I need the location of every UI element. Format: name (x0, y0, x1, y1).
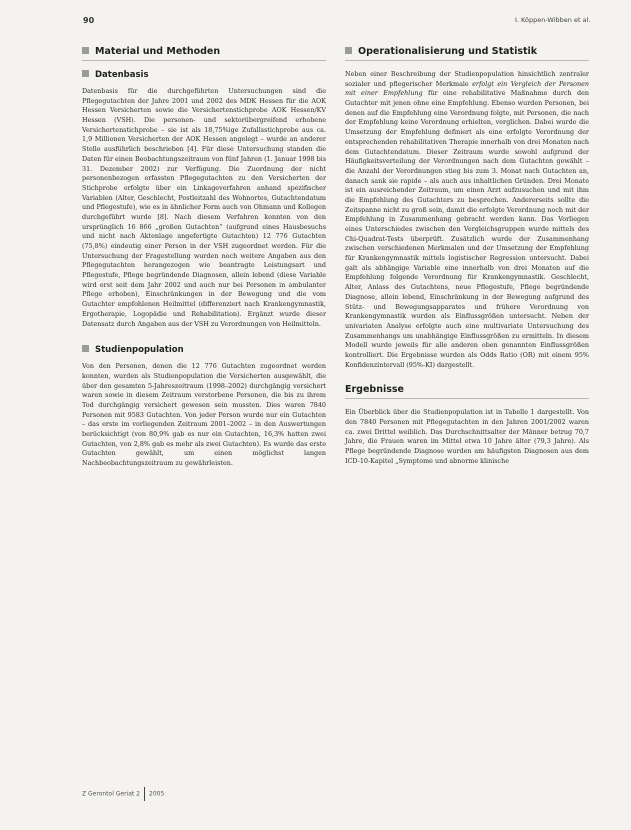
page-number: 90 (83, 16, 95, 25)
section-title: Operationalisierung und Statistik (358, 46, 538, 57)
section-heading-ergebnisse (345, 384, 589, 399)
section-marker-icon (345, 47, 352, 54)
paragraph: Von den Personen, denen die 12 776 Gutachten zugeordnet werden konnten, wurden als Studienpopulation die Versicherten ausgewählt, die über den gesamten 5-Jahreszeitraum (1998–2002) durchgängig versichert waren sowie in diesem Zeitraum verstorbene Personen, die bis zu ihrem Tod durchgängig versichert gewesen sein mussten. Dies waren 7840 Personen mit 9583 Gutachten. Von jeder Person wurde nur ein Gutachten – das erste im vorliegenden Zeitraum 2001–2002 – in den Auswertungen berücksichtigt (von 80,9% gab es nur ein Gutachten, 16,3% hatten zwei Gutachten, von 2,8% gab es mehr als zwei Gutachten). Es wurde das erste Gutachten gewählt, um einen möglichst langen Nachbeobachtungszeitraum zu gewährleisten. (82, 362, 326, 468)
section-title: Material und Methoden (95, 46, 221, 57)
paragraph (345, 70, 589, 370)
subsection-marker-icon (82, 70, 89, 77)
section-title: Ergebnisse (345, 384, 404, 396)
section-marker-icon (82, 47, 89, 54)
ergebnisse-body (345, 408, 589, 466)
subheading-datenbasis (82, 70, 326, 80)
datenbasis-body (82, 87, 326, 329)
studienpopulation-body (82, 362, 326, 469)
paragraph: Datenbasis für die durchgeführten Untersuchungen sind die Pflegegutachten der Jahre 2001 und 2002 des MDK Hessen für die AOK Hessen Versicherten sowie die Versichertenstichprobe AOK Hessen/KV Hessen (VSH). Die personen- und sektorübergreifend erhobene Versichertenstichprobe – sie ist als 18,75%ige Zufallsstichprobe aus ca. 1,9 Millionen Versicherten der AOK Hessen angelegt – wurde an anderer Stelle ausführlich beschrieben [4]. Für diese Untersuchung standen die Daten für einen Beobachtungszeitraum von fünf Jahren (1. Januar 1998 bis 31. Dezember 2002) zur Verfügung. Die Zuordnung der nicht personenbezogen erfassten Pflegegutachten zu den Versicherten der Stichprobe erfolgte über ein Linkageverfahren anhand spezifischer Variablen (Alter, Geschlecht, Postleitzahl des Wohnortes, Gutachtendatum und Pflegestufe), wie es in ähnlicher Form auch von Ohmann und Kollegen durchgeführt wurde [8]. Nach diesem Verfahren konnten von den ursprünglich 16 866 „großen Gutachten“ (aufgrund eines Hausbesuchs und nicht nach Aktenlage angefertigte Gutachten) 12 776 Gutachten (75,8%) eindeutig einer Person in der VSH zugeordnet werden. Für die Untersuchung der Fragestellung wurden noch weitere Angaben aus den Pflegegutachten herangezogen wie beantragte Leistungsart und Pflegestufe, Pflege begründende Diagnosen, allein lebend (diese Variable wird erst seit dem Jahr 2002 und auch nur bei Personen in ambulanter Pflege erhoben), Einschränkungen in der Bewegung und die vom Gutachter empfohlenen Heilmittel (differenziert nach Krankengymnastik, Ergotherapie, Logopädie und Rehabilitation). Ergänzt wurde dieser Datensatz durch Angaben aus der VSH zu Verordnungen von Heilmitteln. (82, 87, 326, 328)
statistik-body (345, 70, 589, 370)
text-run: Neben einer Beschreibung der Studienpopulation hinsichtlich zentraler sozialer und pflegerischer Merkmale (345, 70, 589, 88)
journal-year: 2005 (149, 790, 165, 798)
section-heading-statistik (345, 46, 589, 61)
subheading-studienpopulation (82, 345, 326, 355)
text-run: für eine rehabilitative Maßnahme durch den Gutachter mit jenen ohne eine Empfehlung. Ebenso wurden Personen, bei denen auf die Empfehlung eine Verordnung folgte, mit Personen, die nach der Empfehlung keine Verordnung erhielten, verglichen. Dabei wurde die Umsetzung der Empfehlung definiert als eine erfolgte Verordnung der entsprechenden rehabilitativen Therapie innerhalb von drei Monaten nach dem Gutachtendatum. Dieser Zeitraum wurde sowohl aufgrund der Häufigkeitsverteilung der Verordnungen nach dem Gutachten gewählt – die Anzahl der Verordnungen stieg bis zum 3. Monat nach Gutachten an, danach sank sie rapide – als auch aus inhaltlichen Gründen. Drei Monate ist ein ausreichender Zeitraum, um einen Arzt aufzusuchen und mit ihm die Empfehlung des Gutachters zu besprechen. Andererseits sollte die Zeitspanne nicht zu groß sein, damit die erfolgte Verordnung noch mit der Empfehlung in Zusammenhang gebracht werden kann. Das Vorliegen eines Unterschiedes zwischen den Vergleichsgruppen wurde mittels des Chi-Quadrat-Tests überprüft. Zusätzlich wurde der Zusammenhang zwischen verschiedenen Merkmalen und der Umsetzung der Empfehlung für Krankengymnastik mittels logistischer Regression untersucht. Dabei galt als abhängige Variable eine innerhalb von drei Monaten auf die Empfehlung folgende Verordnung für Krankengymnastik. Geschlecht, Alter, Anlass des Gutachtens, neue Pflegestufe, Pflege begründende Diagnose, allein lebend, Einschränkung in der Bewegung aufgrund des Stütz- und Bewegungsapparates und frühere Verordnung von Krankengymnastik wurden als Einflussgrößen untersucht. Neben der univariaten Analyse erfolgte auch eine multivariate Untersuchung des Zusammenhangs um unabhängige Einflussgrößen zu ermitteln. In diesem Modell wurde jeweils für alle anderen oben genannten Einflussgrößen kontrolliert. Die Ergebnisse wurden als Odds Ratio (OR) mit einem 95% Konfidenzintervall (95%-KI) dargestellt. (345, 89, 589, 369)
italic-run: erfolgt ein Vergleich der Personen mit einer Empfehlung (345, 79, 589, 98)
section-heading-material (82, 46, 326, 61)
running-head: I. Köppen-Wibben et al. (515, 16, 591, 24)
footer-divider (144, 787, 145, 801)
journal-name: Z Gerontol Geriat 2 (82, 790, 140, 798)
left-column (82, 46, 326, 469)
subheading-label: Studienpopulation (95, 345, 184, 356)
paragraph: Ein Überblick über die Studienpopulation ist in Tabelle 1 dargestellt. Von den 7840 Personen mit Pflegegutachten in den Jahren 2001/2002 waren ca. zwei Drittel weiblich. Das Durchschnittsalter der Männer betrug 70,7 Jahre, die Frauen waren im Mittel etwa 10 Jahre älter (79,3 Jahre). Als Pflege begründende Diagnose wurden am häufigsten Diagnosen aus dem ICD-10-Kapitel „Symptome und abnorme klinische (345, 408, 589, 465)
subsection-marker-icon (82, 345, 89, 352)
right-column (345, 46, 589, 466)
footer (82, 787, 164, 801)
subheading-label: Datenbasis (95, 70, 149, 80)
